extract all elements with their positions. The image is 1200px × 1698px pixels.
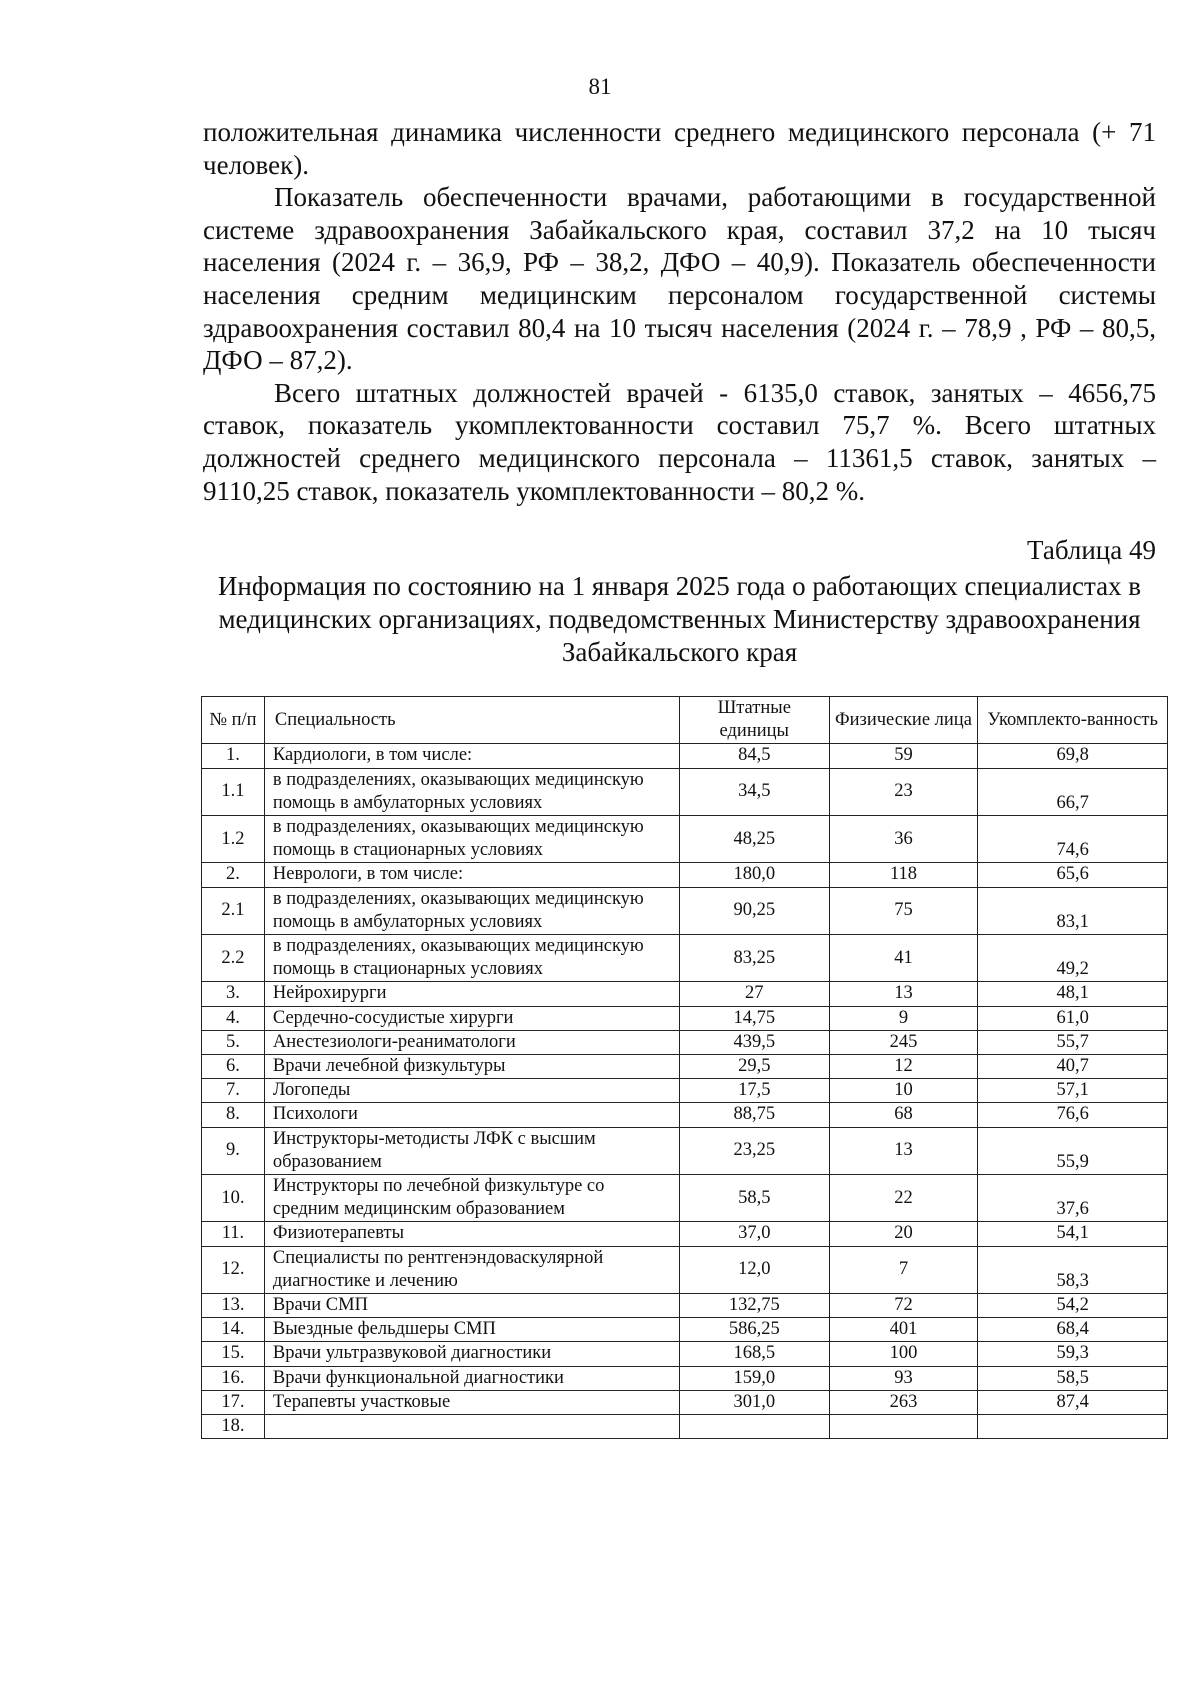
row-individuals: 401	[829, 1318, 978, 1342]
row-specialty: в подразделениях, оказывающих медицинскую помощь в амбулаторных условиях	[264, 887, 679, 934]
row-specialty: Кардиологи, в том числе:	[264, 744, 679, 768]
row-specialty: Психологи	[264, 1103, 679, 1127]
row-number: 2.	[202, 863, 265, 887]
row-staffing: 87,4	[978, 1390, 1168, 1414]
table-row	[202, 1390, 1168, 1414]
row-specialty: Анестезиологи-реаниматологи	[264, 1030, 679, 1054]
header-staff-units: Штатные единицы	[679, 697, 829, 744]
row-staffing: 83,1	[978, 887, 1168, 934]
row-number: 3.	[202, 982, 265, 1006]
row-staff-units: 23,25	[679, 1127, 829, 1174]
row-individuals	[829, 1415, 978, 1439]
table-row	[202, 768, 1168, 815]
row-number: 17.	[202, 1390, 265, 1414]
table-row	[202, 1415, 1168, 1439]
table-row	[202, 1079, 1168, 1103]
row-specialty: Терапевты участковые	[264, 1390, 679, 1414]
row-number: 11.	[202, 1222, 265, 1246]
row-staff-units: 34,5	[679, 768, 829, 815]
row-number: 6.	[202, 1055, 265, 1079]
row-number: 1.	[202, 744, 265, 768]
row-individuals: 7	[829, 1246, 978, 1293]
row-specialty: в подразделениях, оказывающих медицинскую помощь в амбулаторных условиях	[264, 768, 679, 815]
row-number: 5.	[202, 1030, 265, 1054]
header-staffing: Укомплекто-ванность	[978, 697, 1168, 744]
row-staff-units: 159,0	[679, 1366, 829, 1390]
row-individuals: 93	[829, 1366, 978, 1390]
paragraph: Всего штатных должностей врачей - 6135,0 ставок, занятых – 4656,75 ставок, показатель укомплектованности составил 75,7 %. Всего штатных должностей среднего медицинского персонала – 11361,5 ставок, занятых – 9110,25 ставок, показатель укомплектованности – 80,2 %.	[203, 377, 1156, 506]
row-staff-units: 58,5	[679, 1175, 829, 1222]
page-number: 81	[588, 74, 612, 99]
row-staff-units: 29,5	[679, 1055, 829, 1079]
row-specialty: Логопеды	[264, 1079, 679, 1103]
row-specialty: в подразделениях, оказывающих медицинскую помощь в стационарных условиях	[264, 816, 679, 863]
row-number: 7.	[202, 1079, 265, 1103]
row-number: 9.	[202, 1127, 265, 1174]
row-staffing: 74,6	[978, 816, 1168, 863]
table-header-row	[202, 697, 1168, 744]
row-specialty: Нейрохирурги	[264, 982, 679, 1006]
row-number: 15.	[202, 1342, 265, 1366]
table-row	[202, 1175, 1168, 1222]
table-row	[202, 1294, 1168, 1318]
row-specialty: Выездные фельдшеры СМП	[264, 1318, 679, 1342]
row-staff-units: 84,5	[679, 744, 829, 768]
row-specialty: Сердечно-сосудистые хирурги	[264, 1006, 679, 1030]
row-number: 18.	[202, 1415, 265, 1439]
row-individuals: 13	[829, 982, 978, 1006]
row-individuals: 245	[829, 1030, 978, 1054]
table-row	[202, 744, 1168, 768]
row-individuals: 23	[829, 768, 978, 815]
table-row	[202, 1366, 1168, 1390]
row-staffing: 58,3	[978, 1246, 1168, 1293]
row-specialty: Физиотерапевты	[264, 1222, 679, 1246]
table-row	[202, 1342, 1168, 1366]
row-staff-units: 12,0	[679, 1246, 829, 1293]
row-number: 10.	[202, 1175, 265, 1222]
row-specialty: в подразделениях, оказывающих медицинскую помощь в стационарных условиях	[264, 935, 679, 982]
row-staffing: 57,1	[978, 1079, 1168, 1103]
row-specialty: Врачи функциональной диагностики	[264, 1366, 679, 1390]
row-individuals: 75	[829, 887, 978, 934]
header-individuals: Физические лица	[829, 697, 978, 744]
row-number: 8.	[202, 1103, 265, 1127]
row-individuals: 41	[829, 935, 978, 982]
table-row	[202, 1318, 1168, 1342]
row-staffing: 54,1	[978, 1222, 1168, 1246]
body-text	[203, 116, 1156, 507]
row-individuals: 20	[829, 1222, 978, 1246]
row-individuals: 12	[829, 1055, 978, 1079]
table-row	[202, 816, 1168, 863]
row-individuals: 263	[829, 1390, 978, 1414]
row-individuals: 22	[829, 1175, 978, 1222]
row-staffing: 48,1	[978, 982, 1168, 1006]
row-staffing: 69,8	[978, 744, 1168, 768]
row-individuals: 59	[829, 744, 978, 768]
row-staff-units	[679, 1415, 829, 1439]
row-staffing: 54,2	[978, 1294, 1168, 1318]
row-number: 4.	[202, 1006, 265, 1030]
row-staffing: 68,4	[978, 1318, 1168, 1342]
row-number: 2.2	[202, 935, 265, 982]
row-staffing: 37,6	[978, 1175, 1168, 1222]
row-individuals: 68	[829, 1103, 978, 1127]
row-specialty: Инструкторы-методисты ЛФК с высшим образованием	[264, 1127, 679, 1174]
row-staff-units: 180,0	[679, 863, 829, 887]
row-specialty: Врачи лечебной физкультуры	[264, 1055, 679, 1079]
row-staffing: 55,9	[978, 1127, 1168, 1174]
row-specialty: Специалисты по рентгенэндоваскулярной диагностике и лечению	[264, 1246, 679, 1293]
row-staff-units: 301,0	[679, 1390, 829, 1414]
row-specialty: Неврологи, в том числе:	[264, 863, 679, 887]
row-individuals: 100	[829, 1342, 978, 1366]
row-individuals: 118	[829, 863, 978, 887]
row-staffing: 59,3	[978, 1342, 1168, 1366]
row-number: 1.1	[202, 768, 265, 815]
row-number: 16.	[202, 1366, 265, 1390]
row-specialty: Инструкторы по лечебной физкультуре со средним медицинским образованием	[264, 1175, 679, 1222]
header-specialty: Специальность	[264, 697, 679, 744]
paragraph: положительная динамика численности среднего медицинского персонала (+ 71 человек).	[203, 117, 1156, 180]
table-title: Информация по состоянию на 1 января 2025 года о работающих специалистах в медицинских организациях, подведомственных Министерству здравоохранения Забайкальского края	[217, 571, 1142, 667]
row-staffing: 66,7	[978, 768, 1168, 815]
row-staffing: 55,7	[978, 1030, 1168, 1054]
table-row	[202, 982, 1168, 1006]
table-row	[202, 1222, 1168, 1246]
row-number: 14.	[202, 1318, 265, 1342]
row-staffing: 40,7	[978, 1055, 1168, 1079]
row-staff-units: 48,25	[679, 816, 829, 863]
table-row	[202, 863, 1168, 887]
row-staffing: 76,6	[978, 1103, 1168, 1127]
paragraph: Показатель обеспеченности врачами, работающими в государственной системе здравоохранения Забайкальского края, составил 37,2 на 10 тысяч населения (2024 г. – 36,9, РФ – 38,2, ДФО – 40,9). Показатель обеспеченности населения средним медицинским персоналом государственной системы здравоохранения составил 80,4 на 10 тысяч населения (2024 г. – 78,9 , РФ – 80,5, ДФО – 87,2).	[203, 182, 1156, 376]
row-staff-units: 27	[679, 982, 829, 1006]
table-row	[202, 887, 1168, 934]
row-individuals: 13	[829, 1127, 978, 1174]
row-staff-units: 17,5	[679, 1079, 829, 1103]
table-row	[202, 1006, 1168, 1030]
table-row	[202, 1127, 1168, 1174]
row-staffing	[978, 1415, 1168, 1439]
row-staff-units: 37,0	[679, 1222, 829, 1246]
row-number: 12.	[202, 1246, 265, 1293]
row-specialty: Врачи СМП	[264, 1294, 679, 1318]
table-row	[202, 1103, 1168, 1127]
row-staff-units: 14,75	[679, 1006, 829, 1030]
row-staffing: 61,0	[978, 1006, 1168, 1030]
row-individuals: 10	[829, 1079, 978, 1103]
specialists-table	[201, 696, 1168, 1439]
table-row	[202, 1246, 1168, 1293]
row-staff-units: 132,75	[679, 1294, 829, 1318]
row-specialty	[264, 1415, 679, 1439]
table-label: Таблица 49	[1027, 535, 1156, 565]
row-number: 2.1	[202, 887, 265, 934]
row-staff-units: 83,25	[679, 935, 829, 982]
row-staff-units: 439,5	[679, 1030, 829, 1054]
row-staffing: 49,2	[978, 935, 1168, 982]
row-staff-units: 88,75	[679, 1103, 829, 1127]
row-staff-units: 586,25	[679, 1318, 829, 1342]
row-staff-units: 90,25	[679, 887, 829, 934]
row-number: 1.2	[202, 816, 265, 863]
row-number: 13.	[202, 1294, 265, 1318]
row-individuals: 72	[829, 1294, 978, 1318]
table-row	[202, 935, 1168, 982]
row-staffing: 65,6	[978, 863, 1168, 887]
header-num: № п/п	[202, 697, 265, 744]
table-row	[202, 1030, 1168, 1054]
row-individuals: 9	[829, 1006, 978, 1030]
row-staffing: 58,5	[978, 1366, 1168, 1390]
row-staff-units: 168,5	[679, 1342, 829, 1366]
table-row	[202, 1055, 1168, 1079]
row-individuals: 36	[829, 816, 978, 863]
row-specialty: Врачи ультразвуковой диагностики	[264, 1342, 679, 1366]
